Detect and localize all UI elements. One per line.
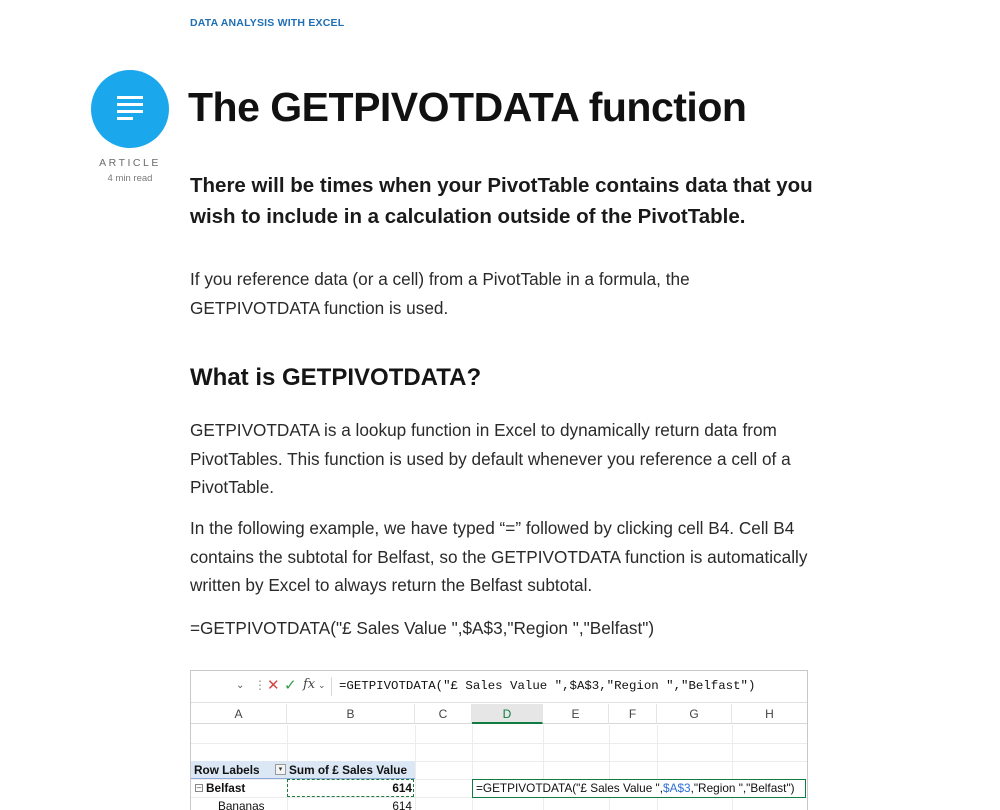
pivot-row-labels-header: Row Labels xyxy=(194,763,260,777)
filter-dropdown-icon: ▾ xyxy=(275,764,286,775)
column-header-c: C xyxy=(415,704,472,724)
column-header-f: F xyxy=(609,704,657,724)
pivot-sum-header: Sum of £ Sales Value xyxy=(289,763,408,777)
formula-cell-d4 xyxy=(472,779,806,798)
column-header-a: A xyxy=(191,704,287,724)
formula-bar-divider xyxy=(331,677,332,696)
pivot-row-label: Belfast xyxy=(206,781,246,795)
pivot-row-value: 614 xyxy=(392,781,412,795)
sheet-grid xyxy=(191,725,807,810)
formula-prefix: =GETPIVOTDATA("£ Sales Value ", xyxy=(476,781,664,795)
more-options-icon: ⋮ xyxy=(254,678,266,692)
excel-screenshot xyxy=(190,670,808,810)
intro-paragraph: If you reference data (or a cell) from a PivotTable in a formula, the GETPIVOTDATA function is used. xyxy=(190,269,690,318)
article-lede: There will be times when your PivotTable contains data that you wish to include in a calculation outside of the PivotTable. xyxy=(190,174,813,228)
column-header-g: G xyxy=(657,704,732,724)
fx-chevron-icon: ⌄ xyxy=(318,680,326,690)
formula-bar xyxy=(191,671,807,703)
formula-reference: $A$3 xyxy=(663,781,691,795)
column-header-d: D xyxy=(472,704,543,724)
formula-suffix: ,"Region ","Belfast") xyxy=(690,781,795,795)
section-heading: What is GETPIVOTDATA? xyxy=(190,364,482,391)
cancel-icon: ✕ xyxy=(267,677,280,694)
pivot-row-value: 614 xyxy=(392,799,412,810)
article-type-label: ARTICLE xyxy=(99,157,161,169)
column-header-b: B xyxy=(287,704,415,724)
fx-icon: fx xyxy=(303,677,316,692)
confirm-icon: ✓ xyxy=(284,677,297,694)
column-header-e: E xyxy=(543,704,609,724)
formula-bar-text: =GETPIVOTDATA("£ Sales Value ",$A$3,"Region ","Belfast") xyxy=(339,679,756,693)
read-time: 4 min read xyxy=(107,173,153,184)
collapse-icon: – xyxy=(196,783,202,792)
example-paragraph: In the following example, we have typed “=” followed by clicking cell B4. Cell B4 contains the subtotal for Belfast, so the GETPIVOTDATA function is automatically written by Excel to always return the Belfast subtotal. xyxy=(190,518,808,595)
name-box-chevron-icon: ⌄ xyxy=(236,680,245,691)
article-badge xyxy=(91,70,169,148)
definition-paragraph: GETPIVOTDATA is a lookup function in Excel to dynamically return data from PivotTables. This function is used by default whenever you reference a cell of a PivotTable. xyxy=(190,420,791,497)
column-header-h: H xyxy=(732,704,807,724)
pivot-row-label: Bananas xyxy=(218,799,265,810)
formula-example: =GETPIVOTDATA("£ Sales Value ",$A$3,"Region ","Belfast") xyxy=(190,618,655,638)
category-kicker[interactable]: DATA ANALYSIS WITH EXCEL xyxy=(190,17,345,29)
page-title: The GETPIVOTDATA function xyxy=(188,84,747,130)
document-lines-icon xyxy=(117,96,143,122)
